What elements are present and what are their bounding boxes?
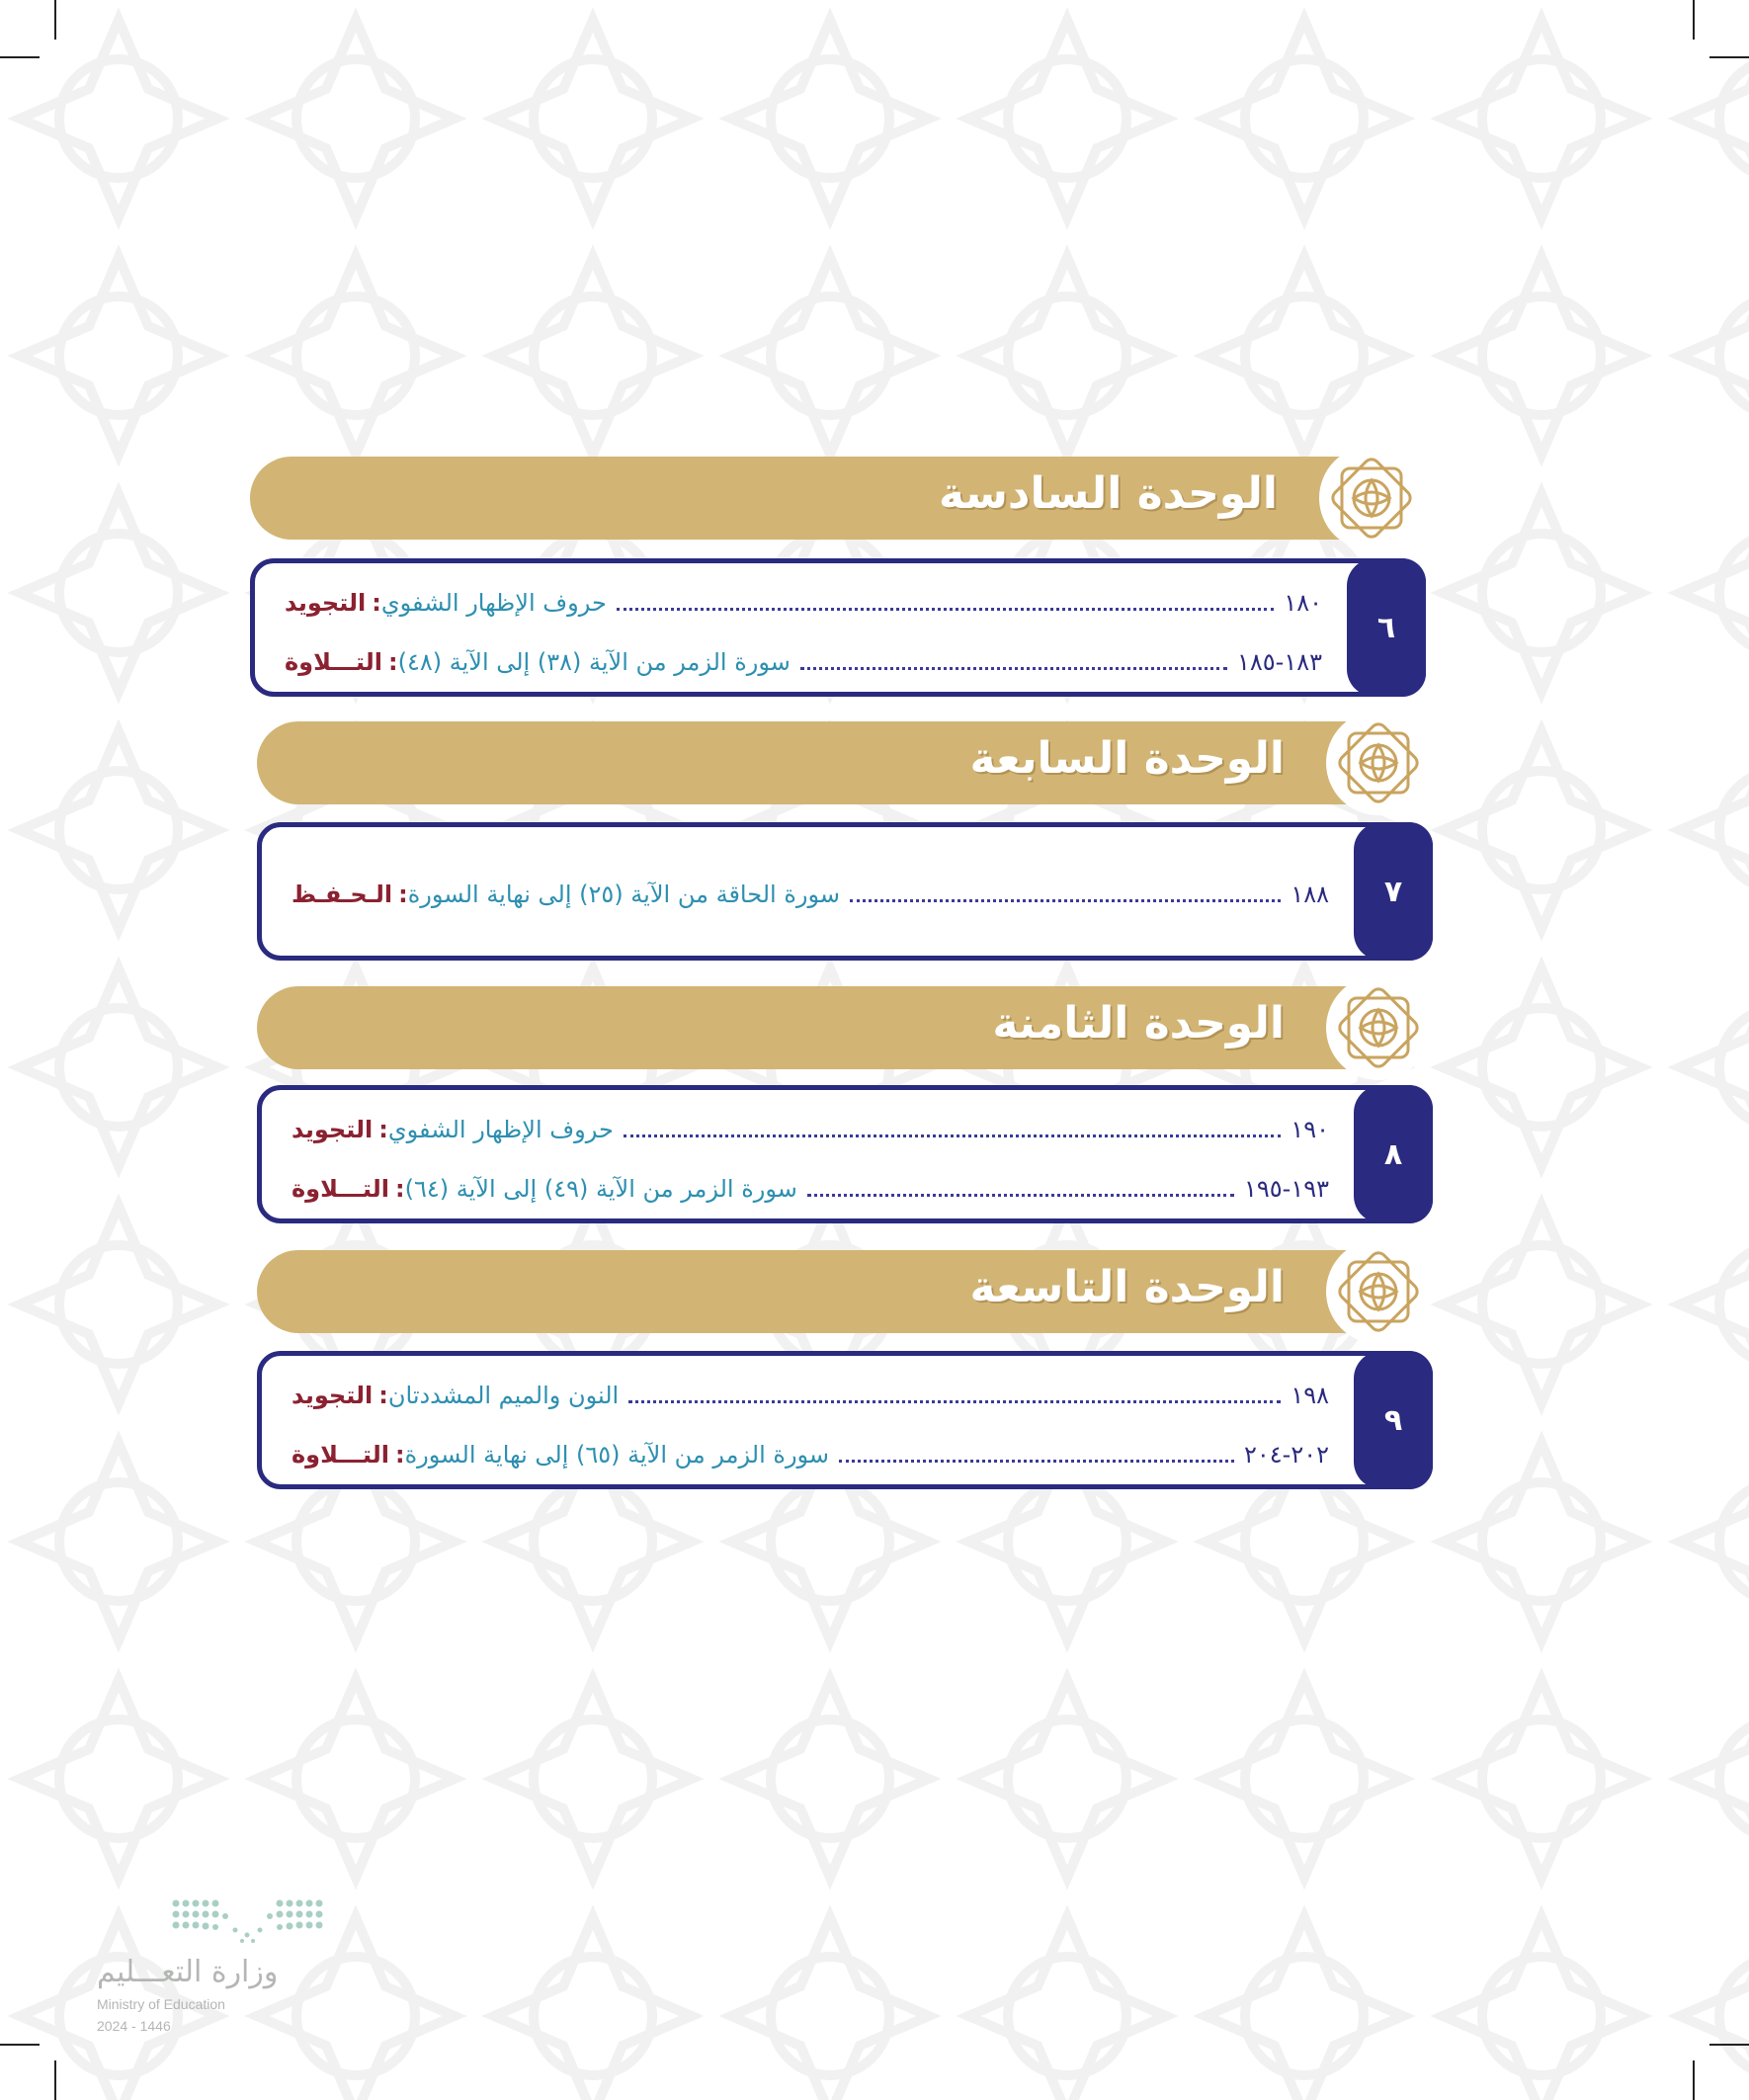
lesson-text: سورة الحاقة من الآية (٢٥) إلى نهاية السورة <box>407 881 841 908</box>
lesson-label: التجويد <box>292 1116 374 1143</box>
crop-mark <box>54 0 56 40</box>
unit-header <box>250 457 1396 540</box>
lesson-row[interactable] <box>292 1435 1329 1474</box>
page-number: ١٩٣-١٩٥ <box>1243 1175 1329 1203</box>
page-number: ١٨٣-١٨٥ <box>1236 648 1322 676</box>
lesson-text: سورة الزمر من الآية (٣٨) إلى الآية (٤٨) <box>397 648 791 676</box>
unit-number: ٨ <box>1383 1136 1403 1172</box>
leader-dots <box>839 1448 1234 1463</box>
lesson-text: حروف الإظهار الشفوي <box>380 589 607 617</box>
unit-number-tab <box>1347 558 1426 697</box>
unit-title: الوحدة التاسعة <box>969 1262 1285 1312</box>
flower-medallion-icon <box>1324 1237 1433 1346</box>
unit-number: ٦ <box>1376 610 1396 645</box>
lesson-label: التـــلاوة <box>285 648 382 676</box>
lesson-row[interactable] <box>292 1110 1329 1149</box>
leader-dots <box>807 1182 1234 1197</box>
crop-mark <box>0 56 40 58</box>
unit-title: الوحدة الثامنة <box>992 998 1285 1049</box>
lesson-box <box>257 1351 1433 1489</box>
lesson-text: سورة الزمر من الآية (٦٥) إلى نهاية السورة <box>404 1441 830 1469</box>
crop-mark <box>54 2060 56 2100</box>
lesson-row[interactable] <box>285 642 1322 682</box>
logo-dots-icon <box>171 1897 324 1947</box>
lesson-text: النون والميم المشددتان <box>387 1382 620 1409</box>
label-colon: : <box>378 1116 388 1143</box>
logo-year-text: 2024 - 1446 <box>97 2018 171 2034</box>
leader-dots <box>628 1388 1281 1403</box>
leader-dots <box>850 887 1281 902</box>
label-colon: : <box>378 1382 388 1409</box>
page-number: ٢٠٢-٢٠٤ <box>1243 1441 1329 1469</box>
unit-number: ٩ <box>1383 1402 1403 1438</box>
crop-mark <box>1693 0 1695 40</box>
unit-number-tab <box>1354 1351 1433 1489</box>
lesson-box <box>257 822 1433 961</box>
label-colon: : <box>372 589 381 617</box>
crop-mark <box>1709 56 1749 58</box>
unit-number: ٧ <box>1383 874 1403 909</box>
lesson-row[interactable] <box>292 1376 1329 1415</box>
lesson-text: حروف الإظهار الشفوي <box>387 1116 614 1143</box>
logo-arabic-text: وزارة التعـــليم <box>97 1955 279 1989</box>
lesson-label: التجويد <box>285 589 367 617</box>
lesson-box <box>250 558 1426 697</box>
lesson-box <box>257 1085 1433 1223</box>
label-colon: : <box>394 1175 405 1203</box>
lesson-label: الـحـفـظ <box>292 881 393 908</box>
ministry-logo <box>97 1897 324 2041</box>
leader-dots <box>800 655 1227 670</box>
unit-header <box>257 1250 1403 1333</box>
flower-medallion-icon <box>1324 973 1433 1082</box>
unit-title: الوحدة السادسة <box>938 468 1278 519</box>
flower-medallion-icon <box>1317 444 1426 552</box>
label-colon: : <box>387 648 398 676</box>
unit-number-tab <box>1354 822 1433 961</box>
leader-dots <box>624 1123 1282 1137</box>
leader-dots <box>617 596 1275 611</box>
page-number: ١٩٠ <box>1291 1116 1329 1143</box>
crop-mark <box>1693 2060 1695 2100</box>
unit-header <box>257 721 1403 804</box>
label-colon: : <box>394 1441 405 1469</box>
lesson-row[interactable] <box>292 875 1329 914</box>
lesson-row[interactable] <box>285 583 1322 623</box>
unit-title: الوحدة السابعة <box>969 733 1285 784</box>
unit-number-tab <box>1354 1085 1433 1223</box>
lesson-label: التـــلاوة <box>292 1441 389 1469</box>
lesson-label: التجويد <box>292 1382 374 1409</box>
unit-header <box>257 986 1403 1069</box>
logo-english-text: Ministry of Education <box>97 1996 225 2012</box>
crop-mark <box>1709 2044 1749 2046</box>
lesson-label: التـــلاوة <box>292 1175 389 1203</box>
flower-medallion-icon <box>1324 709 1433 817</box>
lesson-text: سورة الزمر من الآية (٤٩) إلى الآية (٦٤) <box>404 1175 797 1203</box>
page-number: ١٨٨ <box>1291 881 1329 908</box>
page-number: ١٨٠ <box>1284 589 1322 617</box>
crop-mark <box>0 2044 40 2046</box>
page-number: ١٩٨ <box>1291 1382 1329 1409</box>
label-colon: : <box>398 881 408 908</box>
lesson-row[interactable] <box>292 1169 1329 1209</box>
